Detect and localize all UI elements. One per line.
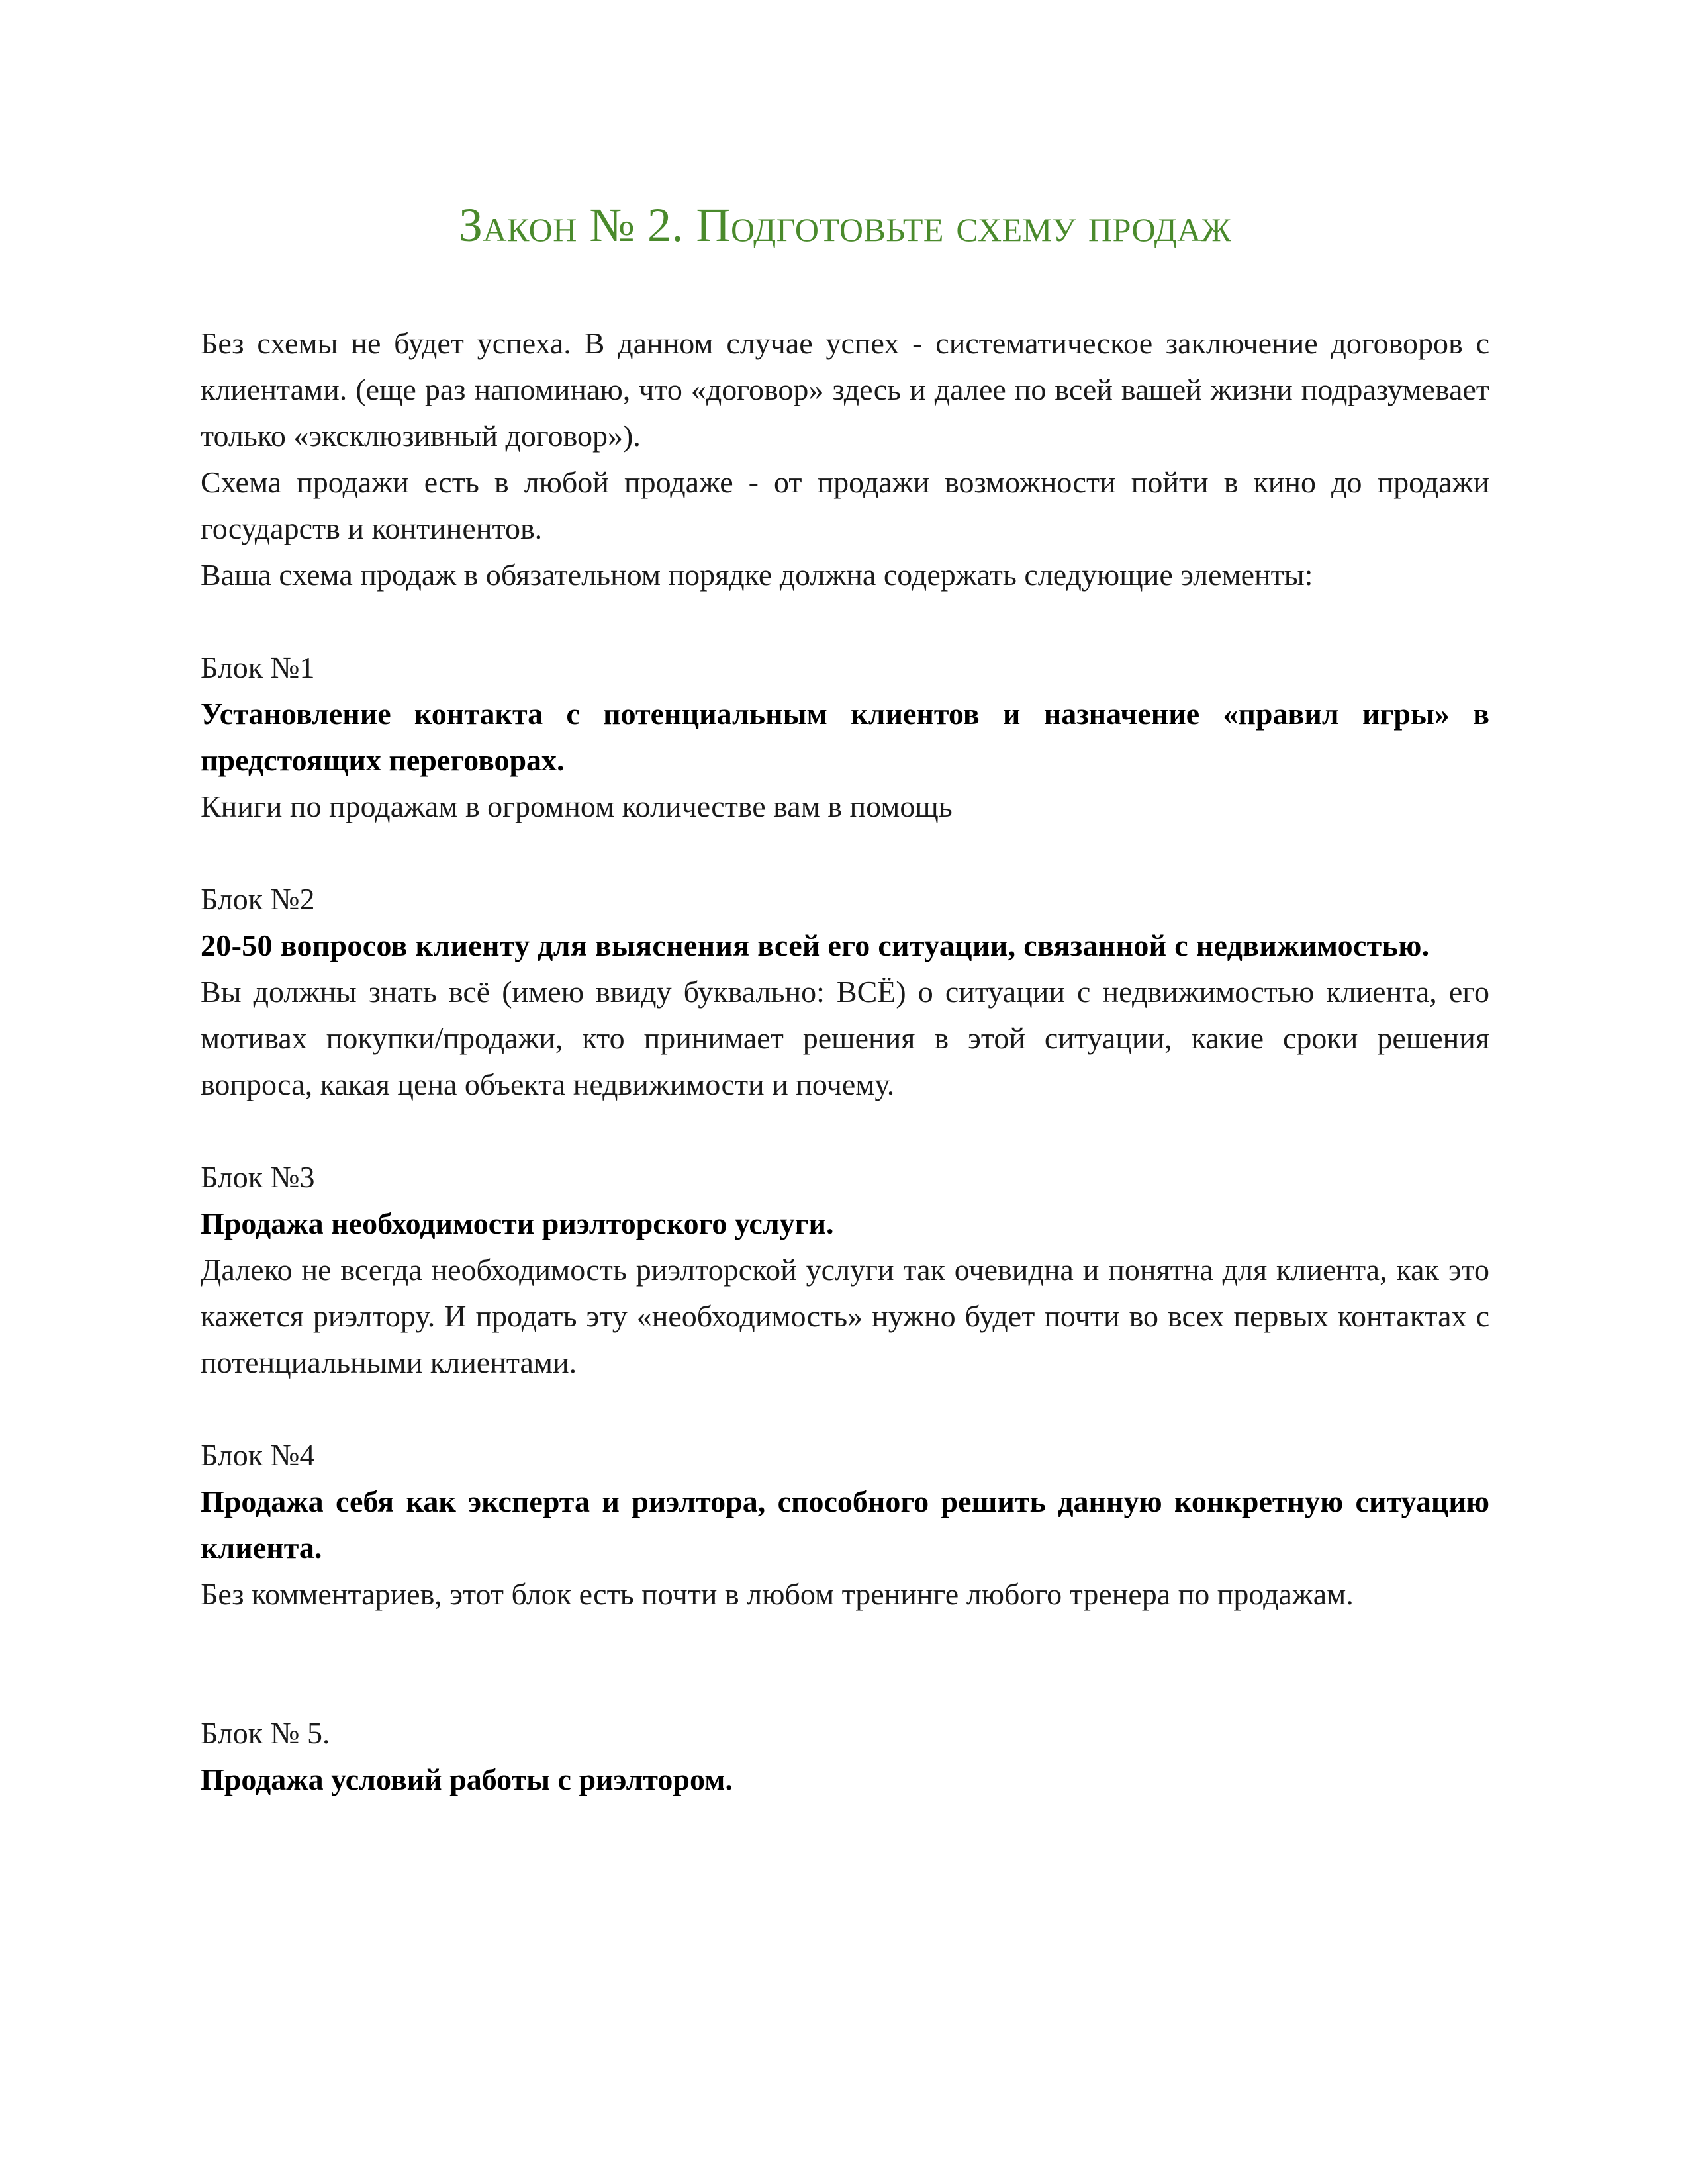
block-heading: Продажа условий работы с риэлтором. xyxy=(201,1762,733,1796)
block-label: Блок №4 xyxy=(201,1438,315,1472)
block-1 xyxy=(201,645,1489,830)
spacer xyxy=(201,598,1489,645)
block-heading: Продажа себя как эксперта и риэлтора, способного решить данную конкретную ситуацию клиента. xyxy=(201,1484,1489,1565)
block-label: Блок №3 xyxy=(201,1160,315,1194)
spacer xyxy=(201,1108,1489,1154)
spacer xyxy=(201,830,1489,876)
page-title: Закон № 2. Подготовьте схему продаж xyxy=(458,199,1232,251)
block-text: Далеко не всегда необходимость риэлторской услуги так очевидна и понятна для клиента, как это кажется риэлтору. И продать эту «необходимость» нужно будет почти во всех первых контактах с потенциальными клиентами. xyxy=(201,1253,1489,1379)
block-3 xyxy=(201,1154,1489,1386)
intro-paragraph-2: Схема продажи есть в любой продаже - от продажи возможности пойти в кино до продажи государств и континентов. xyxy=(201,465,1489,545)
block-4 xyxy=(201,1432,1489,1617)
block-text: Без комментариев, этот блок есть почти в любом тренинге любого тренера по продажам. xyxy=(201,1577,1354,1611)
block-label: Блок №1 xyxy=(201,651,315,684)
block-label: Блок № 5. xyxy=(201,1716,330,1750)
block-2 xyxy=(201,876,1489,1108)
block-text: Вы должны знать всё (имею ввиду буквально: ВСЁ) о ситуации с недвижимостью клиента, его мотивах покупки/продажи, кто принимает решения в этой ситуации, какие сроки решения вопроса, какая цена объекта недвижимости и почему. xyxy=(201,975,1489,1101)
intro-paragraph-3: Ваша схема продаж в обязательном порядке должна содержать следующие элементы: xyxy=(201,558,1313,592)
spacer xyxy=(201,1617,1489,1710)
block-text: Книги по продажам в огромном количестве вам в помощь xyxy=(201,790,953,823)
block-5 xyxy=(201,1710,1489,1803)
spacer xyxy=(201,1386,1489,1432)
block-heading: Установление контакта с потенциальным клиентов и назначение «правил игры» в предстоящих переговорах. xyxy=(201,697,1489,777)
document-page xyxy=(201,192,1489,1803)
block-heading: Продажа необходимости риэлторского услуги. xyxy=(201,1206,834,1240)
intro-paragraph-1: Без схемы не будет успеха. В данном случае успех - систематическое заключение договоров с клиентами. (еще раз напоминаю, что «договор» здесь и далее по всей вашей жизни подразумевает только «эксклюзивный договор»). xyxy=(201,326,1489,453)
block-heading: 20-50 вопросов клиенту для выяснения всей его ситуации, связанной с недвижимостью. xyxy=(201,929,1430,962)
block-label: Блок №2 xyxy=(201,882,315,916)
